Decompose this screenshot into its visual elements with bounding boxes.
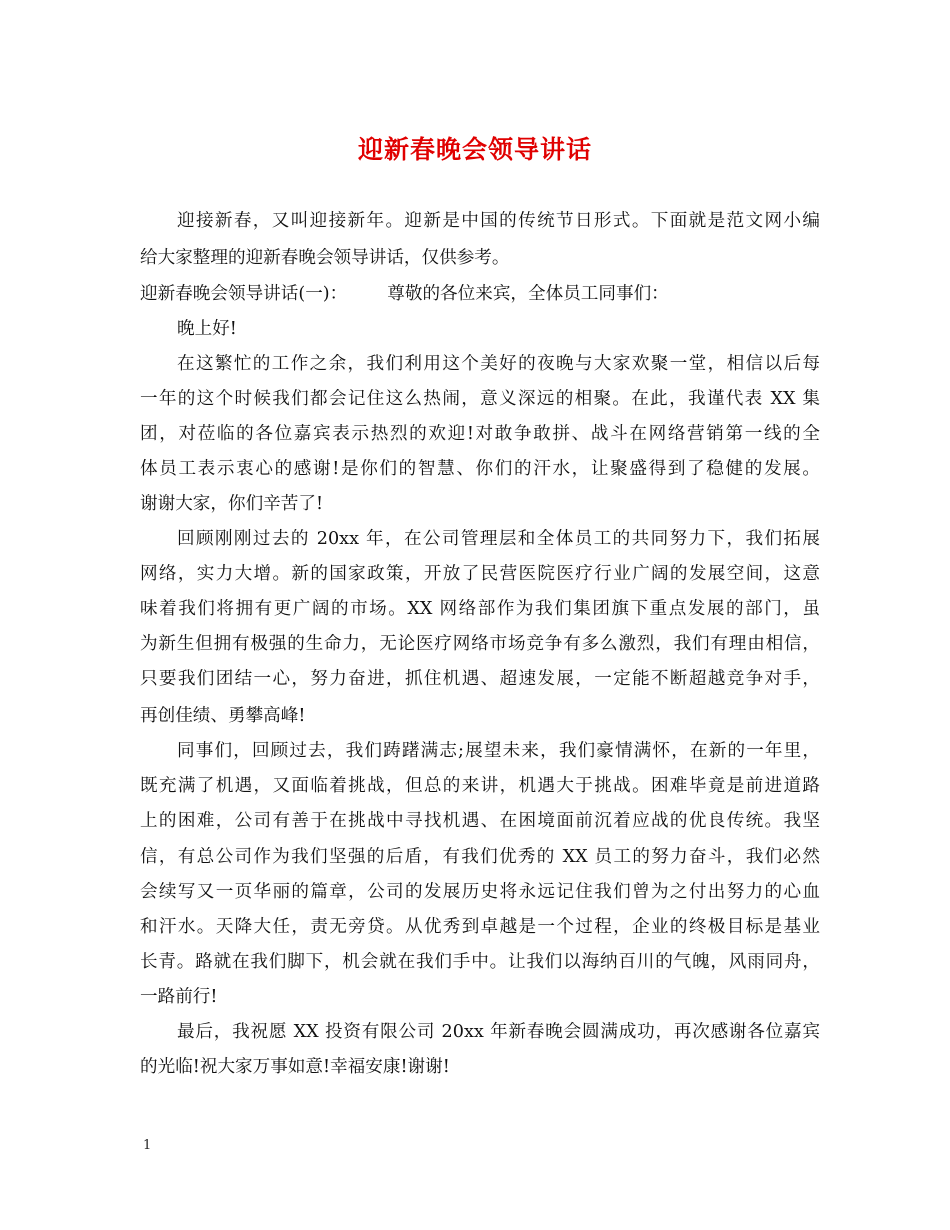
paragraph-line: 体员工表示衷心的感谢!是你们的智慧、你们的汗水，让聚盛得到了稳健的发展。	[140, 459, 820, 479]
intro-line: 迎接新春，又叫迎接新年。迎新是中国的传统节日形式。下面就是范文网小编	[177, 211, 820, 231]
paragraph-line: 为新生但拥有极强的生命力，无论医疗网络市场竞争有多么激烈，我们有理由相信，	[140, 634, 820, 654]
paragraph-line: 味着我们将拥有更广阔的市场。XX 网络部作为我们集团旗下重点发展的部门，虽	[140, 599, 820, 619]
paragraph-line: 会续写又一页华丽的篇章，公司的发展历史将永远记住我们曾为之付出努力的心血	[140, 882, 820, 902]
greeting: 晚上好!	[177, 319, 237, 339]
paragraph-line: 长青。路就在我们脚下，机会就在我们手中。让我们以海纳百川的气魄，风雨同舟，	[140, 952, 820, 972]
paragraph-line: 团，对莅临的各位嘉宾表示热烈的欢迎!对敢争敢拼、战斗在网络营销第一线的全	[140, 424, 820, 444]
paragraph-line: 网络，实力大增。新的国家政策，开放了民营医院医疗行业广阔的发展空间，这意	[140, 564, 820, 584]
document-title: 迎新春晚会领导讲话	[357, 135, 592, 164]
paragraph-line: 谢谢大家，你们辛苦了!	[140, 494, 324, 514]
paragraph-line: 既充满了机遇，又面临着挑战，但总的来讲，机遇大于挑战。困难毕竟是前进道路	[140, 776, 820, 796]
intro-line: 给大家整理的迎新春晚会领导讲话，仅供参考。	[140, 248, 510, 268]
paragraph-line: 一路前行!	[140, 987, 218, 1007]
paragraph-line: 一年的这个时候我们都会记住这么热闹，意义深远的相聚。在此，我谨代表 XX 集	[140, 389, 820, 409]
paragraph-line: 同事们，回顾过去，我们踌躇满志;展望未来，我们豪情满怀，在新的一年里，	[177, 741, 820, 761]
page-number: 1	[143, 1138, 152, 1153]
paragraph-line: 上的困难，公司有善于在挑战中寻找机遇、在困境面前沉着应战的优良传统。我坚	[140, 811, 820, 831]
salutation: 尊敬的各位来宾，全体员工同事们：	[387, 284, 669, 304]
paragraph-line: 和汗水。天降大任，责无旁贷。从优秀到卓越是一个过程，企业的终极目标是基业	[140, 917, 820, 937]
paragraph-line: 信，有总公司作为我们坚强的后盾，有我们优秀的 XX 员工的努力奋斗，我们必然	[140, 847, 820, 867]
paragraph-line: 再创佳绩、勇攀高峰!	[140, 706, 306, 726]
section-heading: 迎新春晚会领导讲话(一)：	[140, 284, 348, 304]
paragraph-line: 回顾刚刚过去的 20xx 年，在公司管理层和全体员工的共同努力下，我们拓展	[177, 529, 820, 549]
paragraph-line: 最后，我祝愿 XX 投资有限公司 20xx 年新春晚会圆满成功，再次感谢各位嘉宾	[177, 1022, 820, 1042]
paragraph-line: 的光临!祝大家万事如意!幸福安康!谢谢!	[140, 1057, 450, 1077]
paragraph-line: 在这繁忙的工作之余，我们利用这个美好的夜晚与大家欢聚一堂，相信以后每	[177, 354, 820, 374]
section-heading-row	[140, 282, 820, 306]
paragraph-line: 只要我们团结一心，努力奋进，抓住机遇、超速发展，一定能不断超越竞争对手，	[140, 669, 820, 689]
